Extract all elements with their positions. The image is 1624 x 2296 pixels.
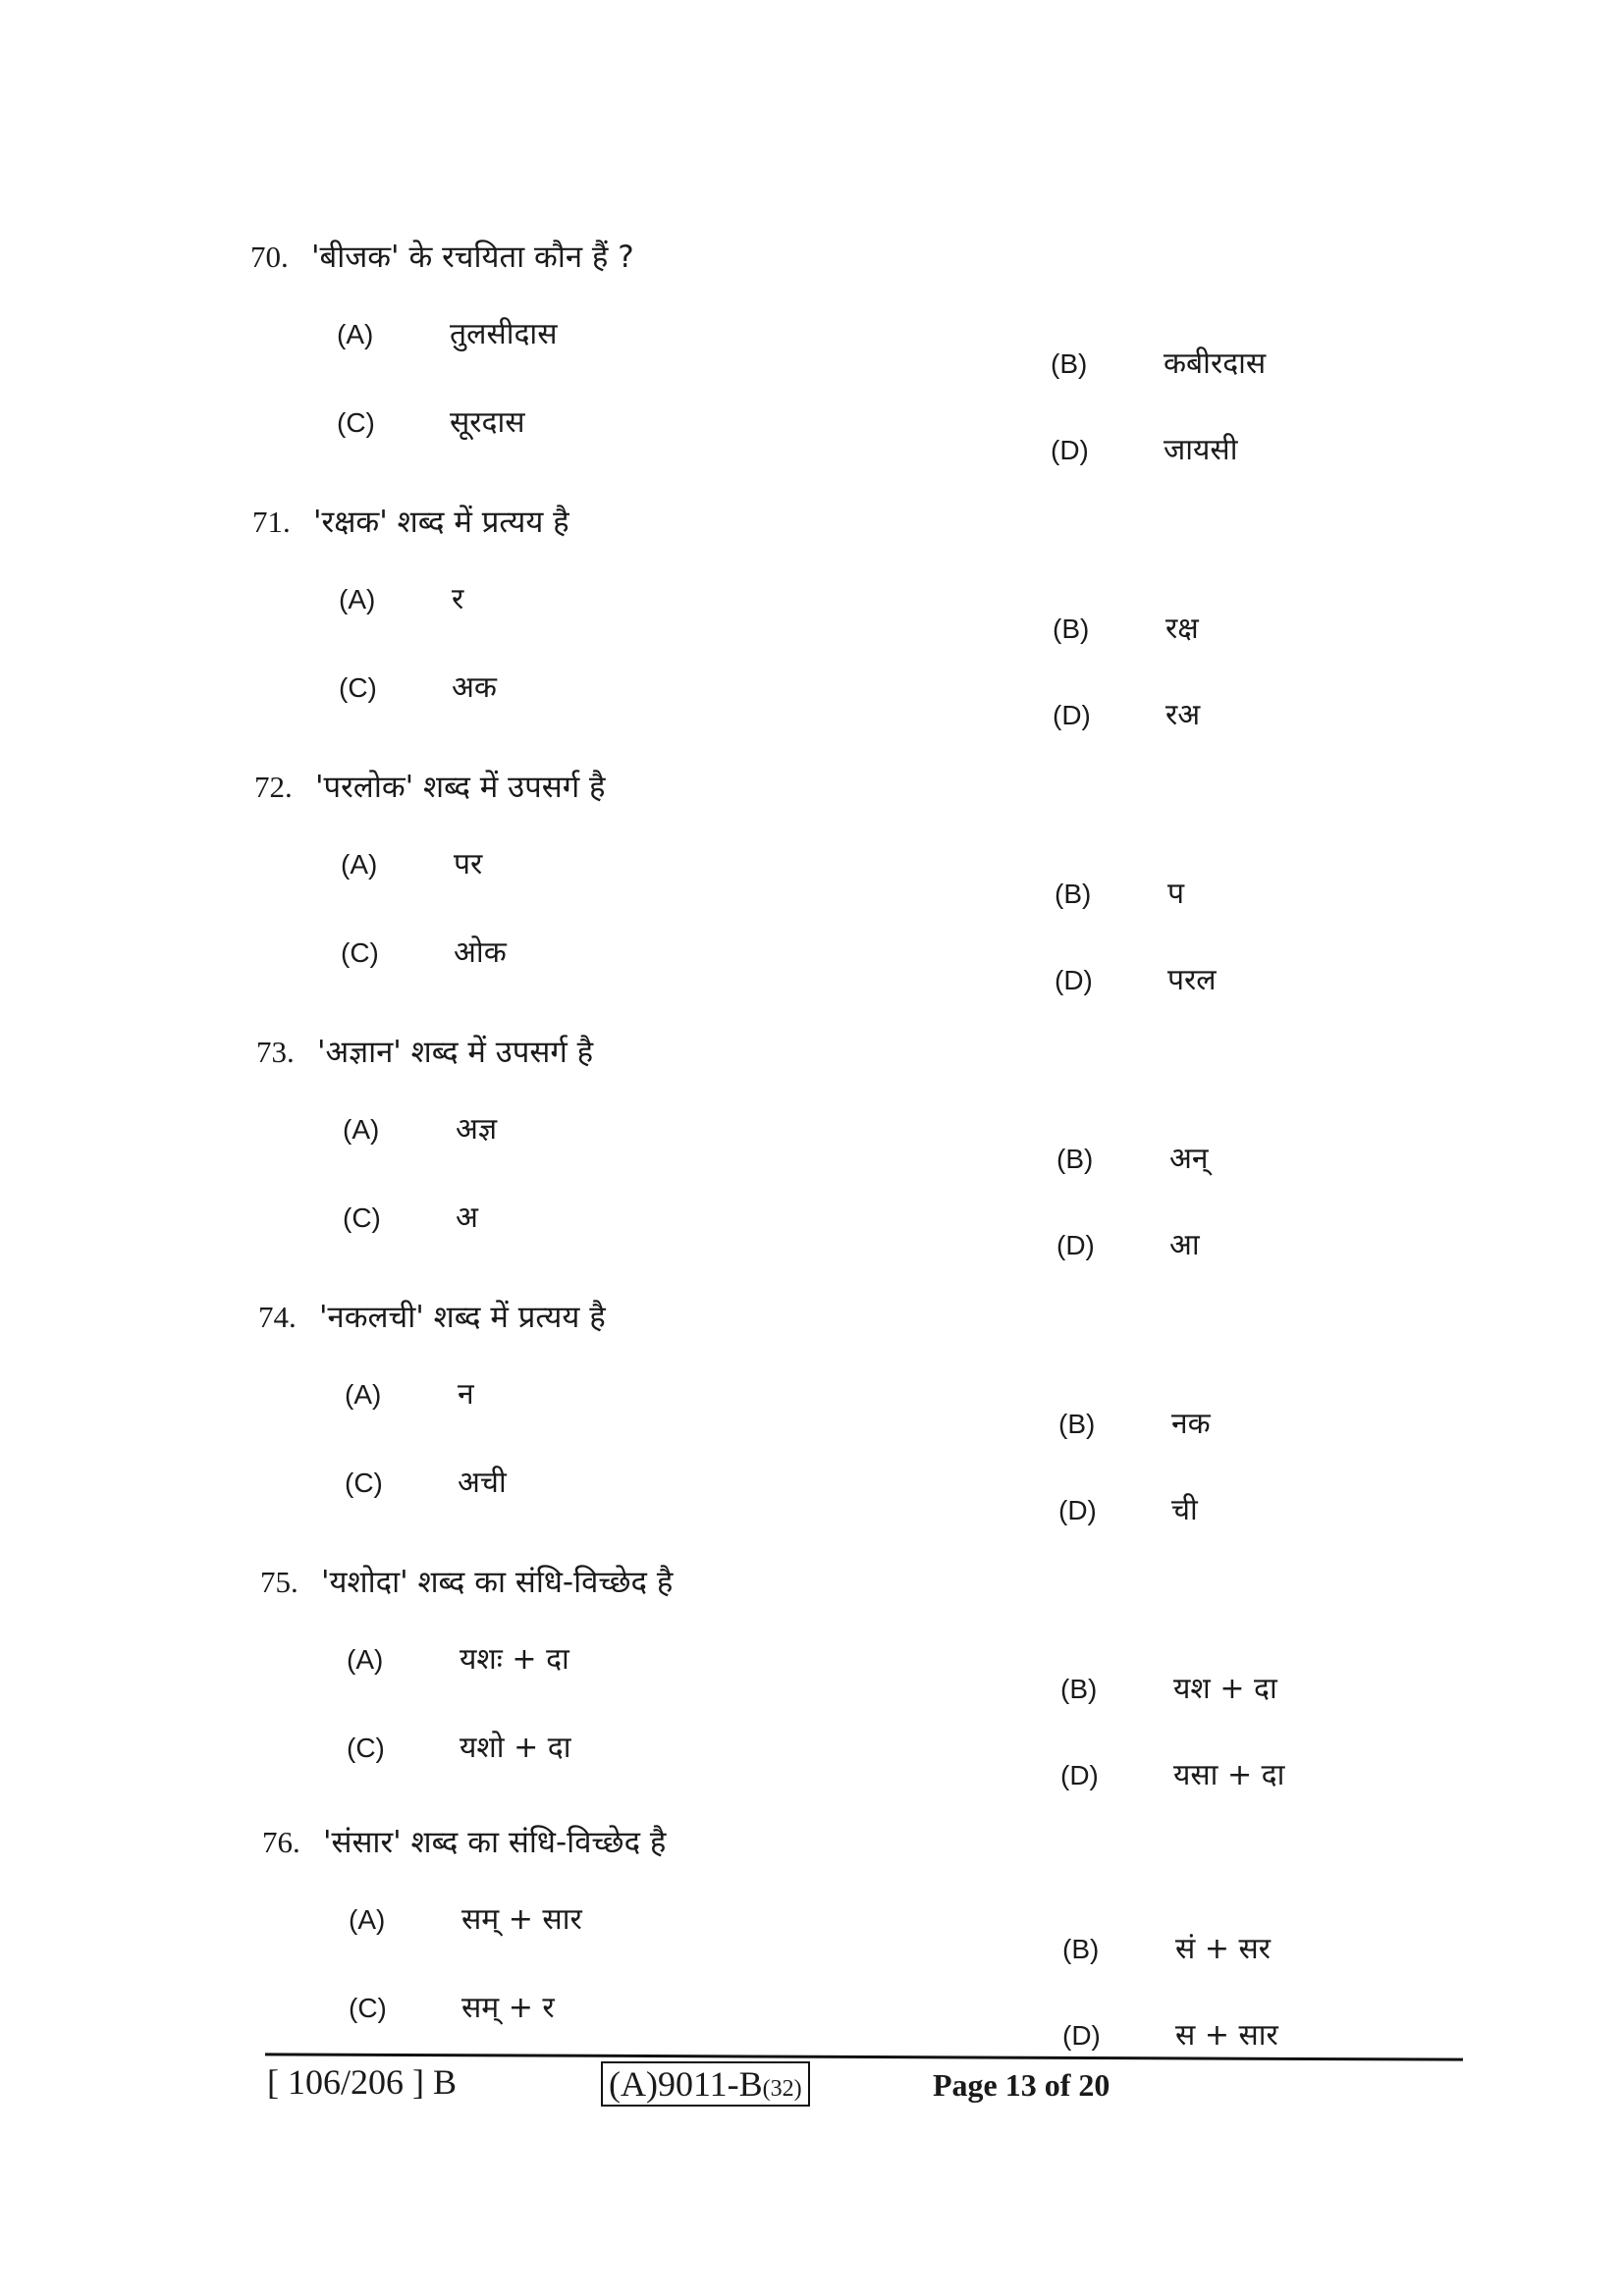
option xyxy=(1053,693,1200,733)
question-text: 'बीजक' के रचयिता कौन हैं ? xyxy=(311,240,634,275)
option-label: (D) xyxy=(1055,965,1093,995)
option-label: (B) xyxy=(1056,1144,1094,1174)
option xyxy=(1056,1137,1209,1177)
option-text: आ xyxy=(1169,1228,1200,1262)
question-number: 70. xyxy=(250,240,289,274)
question-text: 'परलोक' शब्द में उपसर्ग है xyxy=(315,770,606,805)
option-text: यसा + दा xyxy=(1173,1758,1285,1792)
option-text: न xyxy=(458,1377,474,1412)
option xyxy=(337,400,525,441)
question-number: 76. xyxy=(262,1825,300,1859)
option-label: (B) xyxy=(1058,1409,1096,1439)
option xyxy=(339,577,463,617)
option-text: कबीरदास xyxy=(1164,347,1267,381)
option-label: (D) xyxy=(1056,1230,1095,1260)
option-label: (B) xyxy=(1060,1674,1098,1704)
option-label: (A) xyxy=(345,1379,382,1410)
option-label: (B) xyxy=(1062,1934,1100,1964)
option xyxy=(341,842,482,882)
question-76 xyxy=(262,1821,1440,2076)
option-text: पर xyxy=(454,847,483,881)
option xyxy=(1060,1667,1277,1707)
question-number: 71. xyxy=(252,505,291,539)
paper-code: (A)9011-B xyxy=(609,2064,763,2104)
option-label: (A) xyxy=(349,1904,386,1935)
option xyxy=(349,1897,582,1938)
option xyxy=(339,666,497,706)
question-number: 72. xyxy=(254,770,293,804)
option-label: (D) xyxy=(1051,435,1089,465)
option-label: (A) xyxy=(339,584,376,614)
option-label: (B) xyxy=(1051,348,1088,379)
question-75 xyxy=(260,1561,1438,1816)
option xyxy=(1062,2013,1278,2054)
question-text: 'रक्षक' शब्द में प्रत्यय है xyxy=(313,505,569,540)
paper-code-box xyxy=(601,2061,810,2107)
question-stem xyxy=(256,1031,593,1072)
question-text: 'नकलची' शब्द में प्रत्यय है xyxy=(319,1300,606,1335)
question-stem xyxy=(262,1821,666,1862)
page-number: Page 13 of 20 xyxy=(933,2067,1110,2103)
option-text: तुलसीदास xyxy=(450,317,558,351)
question-74 xyxy=(258,1296,1436,1551)
question-stem xyxy=(252,501,569,542)
option-text: अज्ञ xyxy=(456,1112,498,1147)
option-text: र xyxy=(452,582,464,616)
question-text: 'अज्ञान' शब्द में उपसर्ग है xyxy=(317,1035,594,1070)
option-text: सम् + सार xyxy=(461,1902,582,1937)
option-text: ओक xyxy=(454,935,507,970)
option-label: (B) xyxy=(1055,879,1092,909)
option xyxy=(345,1461,507,1501)
option-label: (D) xyxy=(1058,1495,1097,1525)
option-text: अची xyxy=(458,1466,507,1500)
option xyxy=(1051,428,1237,468)
option-text: प xyxy=(1167,877,1185,911)
option-text: जायसी xyxy=(1164,433,1238,467)
option xyxy=(343,1107,497,1148)
question-73 xyxy=(256,1031,1435,1286)
option-label: (A) xyxy=(337,319,374,349)
option-text: यश + दा xyxy=(1173,1672,1277,1706)
question-stem xyxy=(254,766,605,807)
option xyxy=(343,1196,478,1236)
option-text: यशो + दा xyxy=(460,1731,571,1765)
option xyxy=(347,1726,570,1766)
option-text: स + सार xyxy=(1175,2018,1278,2053)
option xyxy=(337,312,557,352)
question-number: 73. xyxy=(256,1035,295,1069)
option xyxy=(1051,342,1266,382)
option-text: अ xyxy=(456,1201,478,1235)
option-text: सम् + र xyxy=(461,1991,555,2025)
option-text: नक xyxy=(1171,1407,1211,1441)
option xyxy=(1055,872,1184,912)
option-label: (C) xyxy=(339,672,377,703)
option-label: (D) xyxy=(1062,2020,1101,2051)
question-70 xyxy=(250,236,1429,491)
option xyxy=(341,931,507,971)
option-label: (D) xyxy=(1060,1760,1099,1790)
question-text: 'यशोदा' शब्द का संधि-विच्छेद है xyxy=(321,1565,674,1600)
question-stem xyxy=(250,236,634,277)
option-label: (A) xyxy=(341,849,378,880)
option-text: सूरदास xyxy=(450,405,525,440)
option-label: (A) xyxy=(347,1644,384,1675)
option-label: (C) xyxy=(345,1468,383,1498)
option-text: अन् xyxy=(1169,1142,1209,1176)
paper-suffix: (32) xyxy=(762,2076,802,2102)
option xyxy=(347,1637,569,1678)
option-text: यशः + दा xyxy=(460,1642,569,1677)
option-label: (C) xyxy=(337,407,375,438)
option-label: (C) xyxy=(349,1993,387,2023)
option-text: रक्ष xyxy=(1165,612,1199,646)
option xyxy=(1058,1488,1198,1528)
option xyxy=(1056,1223,1200,1263)
option-label: (C) xyxy=(343,1202,381,1233)
option-text: सं + सर xyxy=(1175,1932,1272,1966)
question-number: 74. xyxy=(258,1300,297,1334)
option xyxy=(1062,1927,1271,1967)
option-label: (B) xyxy=(1053,614,1090,644)
option xyxy=(1060,1753,1284,1793)
question-stem xyxy=(260,1561,673,1602)
option xyxy=(1053,607,1199,647)
option xyxy=(345,1372,474,1413)
question-stem xyxy=(258,1296,606,1337)
option-label: (D) xyxy=(1053,700,1091,730)
option xyxy=(1058,1402,1211,1442)
option-label: (C) xyxy=(341,937,379,968)
option-label: (A) xyxy=(343,1114,380,1145)
option-text: अक xyxy=(452,670,497,705)
option-label: (C) xyxy=(347,1733,385,1763)
option xyxy=(1055,958,1217,998)
option-text: परल xyxy=(1167,963,1217,997)
option xyxy=(349,1986,555,2026)
footer-code: [ 106/206 ] B xyxy=(267,2062,457,2102)
option-text: ची xyxy=(1171,1493,1198,1527)
question-71 xyxy=(252,501,1431,756)
option-text: रअ xyxy=(1165,698,1201,732)
question-number: 75. xyxy=(260,1565,298,1599)
question-text: 'संसार' शब्द का संधि-विच्छेद है xyxy=(323,1825,667,1860)
question-72 xyxy=(254,766,1433,1021)
